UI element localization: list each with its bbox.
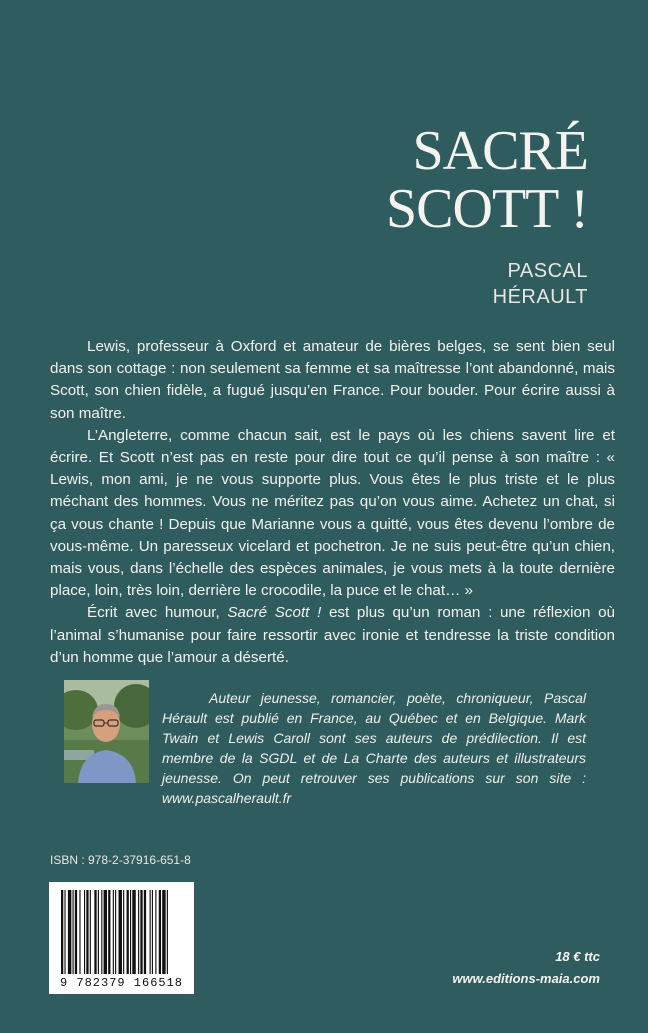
- synopsis-paragraph-2: L’Angleterre, comme chacun sait, est le pays où les chiens savent lire et écrire. Et Scott n’est pas en reste pour dire tout ce qu’il pense à son maître : « Lewis, mon ami, je ne vous supporte plus. Vous êtes le plus triste et le plus méchant des hommes. Vous ne méritez pas qu’on vous aime. Achetez un chat, si ça vous chante ! Depuis que Marianne vous a quitté, vous êtes devenu l’ombre de vous-même. Un paresseux vicelard et pochetron. Je ne suis peut-être qu’un chien, mais vous, dans l’échelle des espèces animales, je vous mets à la toute dernière place, loin, très loin, derrière le crocodile, la puce et le chat… »: [50, 426, 615, 600]
- author-first-name: PASCAL: [507, 260, 588, 282]
- author-photo: [64, 680, 149, 783]
- synopsis-paragraph-3: [50, 602, 615, 669]
- title-line-1: SACRÉ: [412, 120, 588, 182]
- isbn-label: ISBN : 978-2-37916-651-8: [50, 853, 191, 867]
- synopsis-p3-suffix: est plus qu’un roman : une réflexion où l’animal s’humanise pour faire ressortir avec ironie et tendresse la triste condition d’un homme que l’amour a déserté.: [50, 604, 615, 666]
- synopsis-book-title: Sacré Scott !: [227, 604, 322, 622]
- author-bio: Auteur jeunesse, romancier, poète, chroniqueur, Pascal Hérault est publié en France, au Québec et en Belgique. Mark Twain et Lewis Caroll sont ses auteurs de prédilection. Il est membre de la SGDL et de La Charte des auteurs et illustrateurs jeunesse. On peut retrouver ses publications sur son site : www.pascalherault.fr: [162, 690, 586, 806]
- synopsis: [50, 336, 615, 669]
- author-name: [493, 258, 588, 310]
- synopsis-p3-prefix: Écrit avec humour,: [87, 604, 228, 622]
- barcode-number: 9 782379 166518: [59, 976, 184, 990]
- author-last-name: HÉRAULT: [492, 286, 588, 308]
- author-portrait-image: [64, 680, 149, 783]
- book-title: [386, 122, 588, 238]
- price: 18 € ttc: [555, 949, 600, 964]
- synopsis-paragraph-1: Lewis, professeur à Oxford et amateur de bières belges, se sent bien seul dans son cottage : non seulement sa femme et sa maîtresse l’ont abandonné, mais Scott, son chien fidèle, a fugué jusqu’en France. Pour bouder. Pour écrire aussi à son maître.: [50, 338, 615, 422]
- publisher-website: www.editions-maia.com: [452, 971, 600, 986]
- barcode: [49, 882, 194, 994]
- title-line-2: SCOTT !: [386, 178, 588, 240]
